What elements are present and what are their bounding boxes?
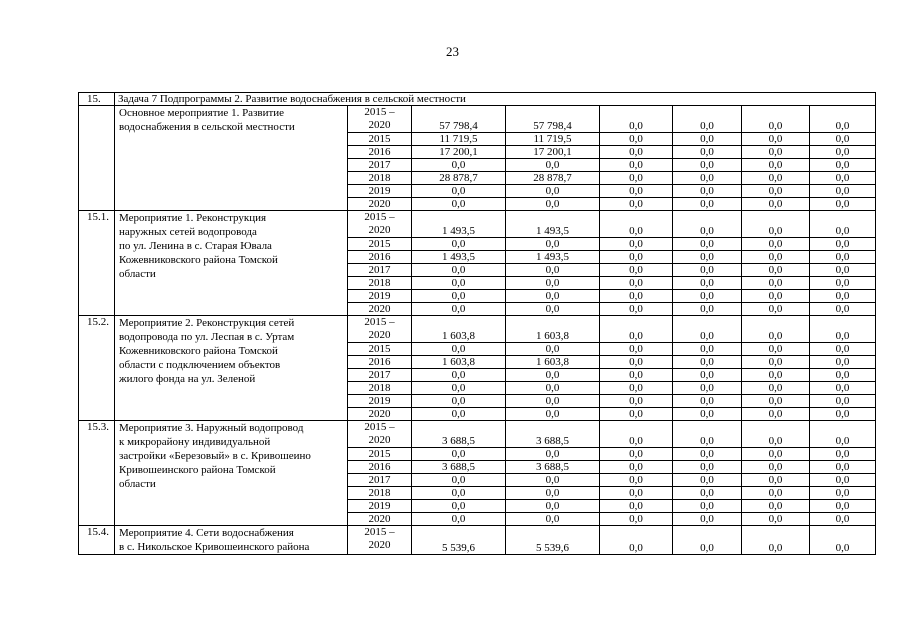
amount-cell: 3 688,5 — [506, 421, 600, 448]
amount-cell: 0,0 — [742, 211, 810, 238]
year-label: 2020 — [368, 224, 391, 236]
amount-cell: 0,0 — [673, 264, 742, 277]
year-label: 2015 — [368, 448, 391, 460]
year-label: 2015 – — [364, 211, 395, 223]
amount-cell: 0,0 — [506, 159, 600, 172]
amount-cell: 0,0 — [742, 474, 810, 487]
amount-cell: 0,0 — [673, 408, 742, 421]
amount-cell: 0,0 — [600, 172, 673, 185]
year-cell — [348, 303, 412, 316]
amount-cell: 0,0 — [810, 303, 876, 316]
amount-cell: 0,0 — [412, 487, 506, 500]
description-line: водоснабжения в сельской местности — [119, 121, 295, 133]
amount-cell: 0,0 — [506, 198, 600, 211]
year-label: 2019 — [368, 395, 391, 407]
amount-cell: 0,0 — [673, 369, 742, 382]
amount-cell: 0,0 — [810, 408, 876, 421]
amount-cell: 0,0 — [506, 487, 600, 500]
year-label: 2016 — [368, 356, 391, 368]
amount-cell: 0,0 — [810, 106, 876, 133]
amount-cell: 0,0 — [600, 382, 673, 395]
description-line: области — [119, 478, 156, 490]
year-cell — [348, 198, 412, 211]
amount-cell: 0,0 — [600, 474, 673, 487]
amount-cell: 0,0 — [506, 395, 600, 408]
amount-cell: 0,0 — [600, 303, 673, 316]
amount-cell: 0,0 — [742, 421, 810, 448]
description-line: Мероприятие 3. Наружный водопровод — [119, 422, 304, 434]
year-cell — [348, 500, 412, 513]
amount-cell: 0,0 — [742, 356, 810, 369]
amount-cell: 0,0 — [742, 251, 810, 264]
amount-cell: 0,0 — [600, 198, 673, 211]
amount-cell: 0,0 — [742, 303, 810, 316]
amount-cell: 5 539,6 — [506, 526, 600, 555]
amount-cell: 0,0 — [673, 526, 742, 555]
amount-cell: 0,0 — [742, 513, 810, 526]
year-cell — [348, 238, 412, 251]
year-cell — [348, 382, 412, 395]
row-index — [79, 106, 115, 211]
page-number: 23 — [446, 44, 459, 59]
description-line: в с. Никольское Кривошеинского района — [119, 541, 310, 553]
amount-cell: 0,0 — [600, 395, 673, 408]
description-line: к микрорайону индивидуальной — [119, 436, 271, 448]
amount-cell: 0,0 — [600, 448, 673, 461]
amount-cell: 0,0 — [412, 408, 506, 421]
amount-cell: 0,0 — [600, 211, 673, 238]
description-line: Кожевниковского района Томской — [119, 254, 278, 266]
amount-cell: 0,0 — [742, 133, 810, 146]
task-index: 15. — [79, 93, 115, 106]
amount-cell: 0,0 — [810, 172, 876, 185]
amount-cell: 0,0 — [810, 133, 876, 146]
amount-cell: 0,0 — [742, 238, 810, 251]
amount-cell: 0,0 — [810, 159, 876, 172]
amount-cell: 28 878,7 — [412, 172, 506, 185]
year-label: 2020 — [368, 539, 391, 551]
year-cell — [348, 461, 412, 474]
amount-cell: 0,0 — [810, 487, 876, 500]
description-line: Мероприятие 2. Реконструкция сетей — [119, 317, 295, 329]
year-label: 2015 — [368, 343, 391, 355]
amount-cell: 0,0 — [506, 238, 600, 251]
amount-cell: 0,0 — [810, 198, 876, 211]
amount-cell: 0,0 — [412, 513, 506, 526]
amount-cell: 0,0 — [412, 198, 506, 211]
amount-cell: 0,0 — [742, 487, 810, 500]
amount-cell: 0,0 — [412, 264, 506, 277]
amount-cell: 0,0 — [673, 343, 742, 356]
amount-cell: 0,0 — [600, 277, 673, 290]
amount-cell: 0,0 — [600, 146, 673, 159]
amount-cell: 0,0 — [412, 343, 506, 356]
amount-cell: 0,0 — [412, 290, 506, 303]
amount-cell: 1 603,8 — [506, 356, 600, 369]
amount-cell: 0,0 — [412, 277, 506, 290]
description-line: застройки «Березовый» в с. Кривошеино — [119, 450, 311, 462]
year-label: 2017 — [368, 474, 391, 486]
amount-cell: 0,0 — [810, 382, 876, 395]
task-row — [79, 93, 876, 106]
amount-cell: 0,0 — [600, 159, 673, 172]
amount-cell: 0,0 — [742, 146, 810, 159]
year-cell — [348, 474, 412, 487]
amount-cell: 0,0 — [506, 369, 600, 382]
amount-cell: 0,0 — [673, 133, 742, 146]
activity-description — [115, 526, 348, 555]
amount-cell: 0,0 — [810, 277, 876, 290]
amount-cell: 0,0 — [742, 106, 810, 133]
amount-cell: 0,0 — [506, 382, 600, 395]
year-cell — [348, 159, 412, 172]
amount-cell: 0,0 — [810, 290, 876, 303]
year-label: 2015 – — [364, 106, 395, 118]
amount-cell: 0,0 — [742, 185, 810, 198]
amount-cell: 0,0 — [506, 513, 600, 526]
year-cell — [348, 172, 412, 185]
year-label: 2019 — [368, 500, 391, 512]
amount-cell: 0,0 — [673, 146, 742, 159]
amount-cell: 57 798,4 — [506, 106, 600, 133]
year-label: 2020 — [368, 329, 391, 341]
year-cell — [348, 487, 412, 500]
description-line: Мероприятие 4. Сети водоснабжения — [119, 527, 294, 539]
amount-cell: 0,0 — [810, 343, 876, 356]
amount-cell: 0,0 — [600, 264, 673, 277]
activity-description — [115, 421, 348, 526]
amount-cell: 0,0 — [506, 500, 600, 513]
year-cell — [348, 290, 412, 303]
description-line: наружных сетей водопровода — [119, 226, 257, 238]
amount-cell: 0,0 — [412, 369, 506, 382]
amount-cell: 0,0 — [742, 408, 810, 421]
year-label: 2019 — [368, 290, 391, 302]
table-body — [79, 93, 876, 555]
amount-cell: 0,0 — [810, 264, 876, 277]
year-label: 2016 — [368, 461, 391, 473]
year-label: 2018 — [368, 382, 391, 394]
table-row — [79, 211, 876, 238]
amount-cell: 0,0 — [600, 461, 673, 474]
amount-cell: 0,0 — [506, 277, 600, 290]
amount-cell: 0,0 — [673, 159, 742, 172]
amount-cell: 0,0 — [673, 448, 742, 461]
table-row — [79, 316, 876, 343]
amount-cell: 0,0 — [742, 500, 810, 513]
amount-cell: 0,0 — [810, 369, 876, 382]
amount-cell: 0,0 — [600, 369, 673, 382]
amount-cell: 0,0 — [600, 356, 673, 369]
year-label: 2020 — [368, 434, 391, 446]
amount-cell: 3 688,5 — [506, 461, 600, 474]
amount-cell: 0,0 — [673, 356, 742, 369]
amount-cell: 0,0 — [673, 211, 742, 238]
amount-cell: 0,0 — [412, 474, 506, 487]
description-line: Мероприятие 1. Реконструкция — [119, 212, 267, 224]
amount-cell: 0,0 — [600, 290, 673, 303]
year-cell — [348, 526, 412, 555]
amount-cell: 0,0 — [412, 238, 506, 251]
amount-cell: 1 493,5 — [412, 251, 506, 264]
amount-cell: 0,0 — [412, 395, 506, 408]
amount-cell: 1 603,8 — [506, 316, 600, 343]
activity-description — [115, 211, 348, 316]
amount-cell: 0,0 — [412, 382, 506, 395]
table-row — [79, 106, 876, 133]
table-row — [79, 421, 876, 448]
amount-cell: 0,0 — [742, 395, 810, 408]
description-line: Кривошеинского района Томской — [119, 464, 276, 476]
description-line: области с подключением объектов — [119, 359, 281, 371]
amount-cell: 17 200,1 — [506, 146, 600, 159]
amount-cell: 0,0 — [412, 303, 506, 316]
year-label: 2015 – — [364, 421, 395, 433]
amount-cell: 0,0 — [673, 303, 742, 316]
amount-cell: 0,0 — [506, 290, 600, 303]
amount-cell: 0,0 — [810, 316, 876, 343]
amount-cell: 1 603,8 — [412, 316, 506, 343]
year-cell — [348, 146, 412, 159]
amount-cell: 0,0 — [673, 106, 742, 133]
amount-cell: 0,0 — [810, 251, 876, 264]
year-cell — [348, 369, 412, 382]
amount-cell: 0,0 — [673, 513, 742, 526]
amount-cell: 0,0 — [600, 133, 673, 146]
amount-cell: 0,0 — [742, 343, 810, 356]
year-cell — [348, 408, 412, 421]
description-line: области — [119, 268, 156, 280]
amount-cell: 0,0 — [600, 238, 673, 251]
row-index: 15.2. — [79, 316, 115, 421]
amount-cell: 0,0 — [600, 513, 673, 526]
description-line: Основное мероприятие 1. Развитие — [119, 107, 285, 119]
amount-cell: 0,0 — [673, 238, 742, 251]
amount-cell: 0,0 — [810, 356, 876, 369]
amount-cell: 11 719,5 — [412, 133, 506, 146]
amount-cell: 0,0 — [673, 395, 742, 408]
amount-cell: 0,0 — [600, 421, 673, 448]
year-label: 2018 — [368, 277, 391, 289]
amount-cell: 0,0 — [742, 277, 810, 290]
year-label: 2017 — [368, 369, 391, 381]
amount-cell: 0,0 — [600, 487, 673, 500]
amount-cell: 0,0 — [412, 185, 506, 198]
amount-cell: 0,0 — [810, 513, 876, 526]
amount-cell: 1 493,5 — [506, 251, 600, 264]
year-label: 2015 — [368, 238, 391, 250]
amount-cell: 0,0 — [810, 395, 876, 408]
amount-cell: 3 688,5 — [412, 461, 506, 474]
row-index: 15.4. — [79, 526, 115, 555]
amount-cell: 0,0 — [673, 172, 742, 185]
year-label: 2018 — [368, 172, 391, 184]
amount-cell: 0,0 — [742, 172, 810, 185]
amount-cell: 0,0 — [506, 474, 600, 487]
year-label: 2016 — [368, 146, 391, 158]
amount-cell: 17 200,1 — [412, 146, 506, 159]
amount-cell: 0,0 — [600, 185, 673, 198]
year-cell — [348, 395, 412, 408]
year-label: 2019 — [368, 185, 391, 197]
year-cell — [348, 513, 412, 526]
year-label: 2020 — [368, 513, 391, 525]
table-row — [79, 526, 876, 555]
year-cell — [348, 264, 412, 277]
year-label: 2015 – — [364, 526, 395, 538]
description-line: водопровода по ул. Леспая в с. Уртам — [119, 331, 295, 343]
amount-cell: 0,0 — [673, 461, 742, 474]
amount-cell: 0,0 — [412, 500, 506, 513]
year-label: 2015 – — [364, 316, 395, 328]
amount-cell: 0,0 — [600, 526, 673, 555]
amount-cell: 0,0 — [810, 526, 876, 555]
amount-cell: 0,0 — [742, 264, 810, 277]
amount-cell: 0,0 — [673, 251, 742, 264]
amount-cell: 0,0 — [506, 185, 600, 198]
amount-cell: 0,0 — [810, 500, 876, 513]
amount-cell: 11 719,5 — [506, 133, 600, 146]
amount-cell: 1 493,5 — [506, 211, 600, 238]
amount-cell: 0,0 — [673, 290, 742, 303]
year-label: 2020 — [368, 408, 391, 420]
amount-cell: 0,0 — [506, 343, 600, 356]
amount-cell: 0,0 — [810, 461, 876, 474]
amount-cell: 0,0 — [412, 159, 506, 172]
amount-cell: 0,0 — [742, 316, 810, 343]
year-cell — [348, 448, 412, 461]
amount-cell: 0,0 — [810, 474, 876, 487]
amount-cell: 0,0 — [506, 264, 600, 277]
year-cell — [348, 316, 412, 343]
year-label: 2017 — [368, 264, 391, 276]
amount-cell: 0,0 — [742, 526, 810, 555]
year-cell — [348, 185, 412, 198]
amount-cell: 0,0 — [600, 500, 673, 513]
amount-cell: 0,0 — [742, 159, 810, 172]
year-cell — [348, 356, 412, 369]
amount-cell: 0,0 — [600, 343, 673, 356]
amount-cell: 0,0 — [742, 369, 810, 382]
row-index: 15.3. — [79, 421, 115, 526]
amount-cell: 0,0 — [673, 198, 742, 211]
amount-cell: 0,0 — [506, 448, 600, 461]
description-line: Кожевниковского района Томской — [119, 345, 278, 357]
amount-cell: 0,0 — [506, 408, 600, 421]
year-cell — [348, 106, 412, 133]
year-label: 2020 — [368, 303, 391, 315]
year-cell — [348, 251, 412, 264]
year-label: 2018 — [368, 487, 391, 499]
amount-cell: 0,0 — [810, 211, 876, 238]
amount-cell: 0,0 — [673, 500, 742, 513]
amount-cell: 57 798,4 — [412, 106, 506, 133]
description-line: жилого фонда на ул. Зеленой — [119, 373, 256, 385]
year-label: 2020 — [368, 119, 391, 131]
year-cell — [348, 277, 412, 290]
year-label: 2015 — [368, 133, 391, 145]
amount-cell: 0,0 — [742, 461, 810, 474]
amount-cell: 0,0 — [600, 316, 673, 343]
activity-description — [115, 316, 348, 421]
amount-cell: 0,0 — [673, 185, 742, 198]
amount-cell: 0,0 — [673, 474, 742, 487]
amount-cell: 0,0 — [673, 421, 742, 448]
amount-cell: 0,0 — [810, 146, 876, 159]
amount-cell: 3 688,5 — [412, 421, 506, 448]
year-label: 2016 — [368, 251, 391, 263]
amount-cell: 0,0 — [742, 448, 810, 461]
amount-cell: 0,0 — [810, 238, 876, 251]
year-label: 2017 — [368, 159, 391, 171]
amount-cell: 0,0 — [673, 277, 742, 290]
amount-cell: 0,0 — [810, 185, 876, 198]
description-line: по ул. Ленина в с. Старая Ювала — [119, 240, 272, 252]
amount-cell: 0,0 — [412, 448, 506, 461]
amount-cell: 28 878,7 — [506, 172, 600, 185]
amount-cell: 0,0 — [742, 382, 810, 395]
amount-cell: 5 539,6 — [412, 526, 506, 555]
amount-cell: 0,0 — [742, 290, 810, 303]
activity-description — [115, 106, 348, 211]
amount-cell: 0,0 — [673, 487, 742, 500]
amount-cell: 0,0 — [600, 408, 673, 421]
amount-cell: 0,0 — [673, 316, 742, 343]
task-title: Задача 7 Подпрограммы 2. Развитие водоснабжения в сельской местности — [115, 93, 876, 106]
year-cell — [348, 211, 412, 238]
year-cell — [348, 421, 412, 448]
amount-cell: 1 603,8 — [412, 356, 506, 369]
year-cell — [348, 133, 412, 146]
row-index: 15.1. — [79, 211, 115, 316]
amount-cell: 1 493,5 — [412, 211, 506, 238]
year-label: 2020 — [368, 198, 391, 210]
amount-cell: 0,0 — [742, 198, 810, 211]
year-cell — [348, 343, 412, 356]
budget-table — [78, 92, 876, 555]
amount-cell: 0,0 — [506, 303, 600, 316]
amount-cell: 0,0 — [810, 421, 876, 448]
amount-cell: 0,0 — [810, 448, 876, 461]
amount-cell: 0,0 — [600, 106, 673, 133]
amount-cell: 0,0 — [673, 382, 742, 395]
amount-cell: 0,0 — [600, 251, 673, 264]
